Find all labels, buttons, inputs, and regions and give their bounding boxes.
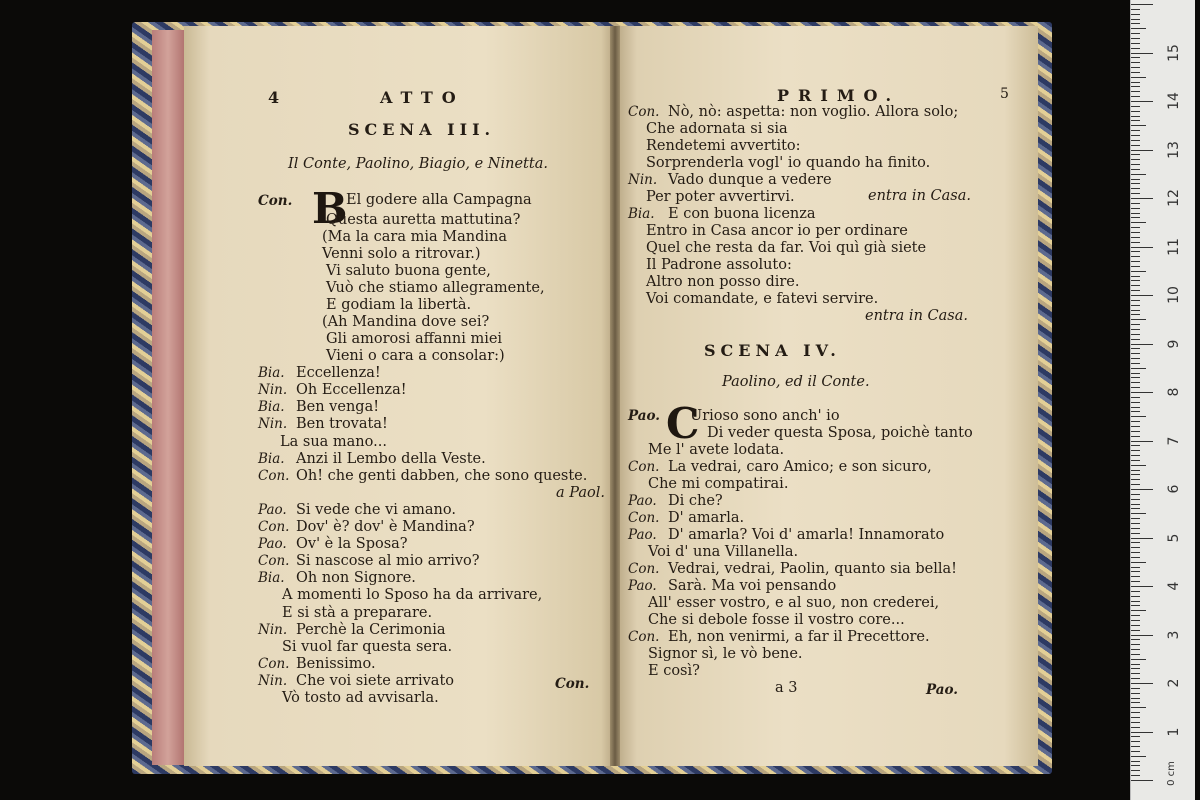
verse-line: Oh! che genti dabben, che sono queste. xyxy=(296,467,588,484)
verse-line: Si nascose al mio arrivo? xyxy=(296,553,480,570)
ruler-tick xyxy=(1131,625,1140,626)
ruler-tick xyxy=(1131,727,1140,728)
ruler-tick xyxy=(1131,373,1140,374)
ruler-tick xyxy=(1131,746,1140,747)
ruler-tick xyxy=(1131,377,1140,378)
verse-line: Venni solo a ritrovar.) xyxy=(322,246,481,262)
left-page-number: 4 xyxy=(268,88,280,107)
ruler-tick xyxy=(1131,639,1140,640)
speaker: Pao. xyxy=(628,527,657,543)
speaker: Con. xyxy=(628,629,660,645)
speaker: Pao. xyxy=(258,536,287,553)
ruler-tick xyxy=(1131,72,1140,73)
speaker: Con. xyxy=(258,519,290,535)
measurement-ruler xyxy=(1130,0,1195,800)
ruler-tick xyxy=(1131,53,1153,54)
ruler-tick xyxy=(1131,712,1140,713)
scene-3-characters: Il Conte, Paolino, Biagio, e Ninetta. xyxy=(288,156,548,172)
ruler-tick xyxy=(1131,77,1146,78)
ruler-tick xyxy=(1131,775,1140,776)
speaker: Pao. xyxy=(628,408,661,424)
ruler-tick xyxy=(1131,586,1153,587)
ruler-tick xyxy=(1131,542,1140,543)
verse-line: La vedrai, caro Amico; e son sicuro, xyxy=(668,459,932,475)
ruler-tick xyxy=(1131,368,1146,369)
ruler-tick xyxy=(1131,649,1140,650)
ruler-tick xyxy=(1131,305,1140,306)
ruler-number: 6 xyxy=(1166,484,1182,494)
ruler-tick xyxy=(1131,741,1140,742)
speaker: Con. xyxy=(258,553,290,570)
ruler-tick xyxy=(1131,310,1140,311)
ruler-tick xyxy=(1131,644,1140,645)
ruler-tick xyxy=(1131,183,1140,184)
verse-line: Vò tosto ad avvisarla. xyxy=(282,690,439,706)
ruler-tick xyxy=(1131,678,1140,679)
scene-title-4: SCENA IV. xyxy=(704,341,841,360)
ruler-tick xyxy=(1131,702,1140,703)
ruler-tick xyxy=(1131,300,1140,301)
ruler-tick xyxy=(1131,290,1140,291)
book-gutter xyxy=(610,26,620,766)
ruler-tick xyxy=(1131,397,1140,398)
ruler-tick xyxy=(1131,276,1140,277)
ruler-tick xyxy=(1131,101,1153,102)
ruler-number: 5 xyxy=(1166,533,1182,542)
ruler-tick xyxy=(1131,557,1140,558)
ruler-tick xyxy=(1131,358,1140,359)
ruler-tick xyxy=(1131,130,1140,131)
drop-cap-c: C xyxy=(666,399,700,448)
ruler-tick xyxy=(1131,698,1140,699)
ruler-tick xyxy=(1131,654,1140,655)
ruler-tick xyxy=(1131,57,1140,58)
ruler-tick xyxy=(1131,203,1140,204)
ruler-number: 9 xyxy=(1166,339,1182,348)
speaker: Nin. xyxy=(258,672,288,689)
verse-line: D' amarla. xyxy=(668,510,745,526)
ruler-tick xyxy=(1131,552,1140,553)
speaker: Bia. xyxy=(258,365,285,382)
verse-line: D' amarla? Voi d' amarla! Innamorato xyxy=(668,527,945,543)
verse-line: La sua mano... xyxy=(280,433,387,450)
ruler-tick xyxy=(1131,150,1153,151)
ruler-tick xyxy=(1131,620,1140,621)
ruler-number: 12 xyxy=(1166,189,1182,207)
ruler-tick xyxy=(1131,426,1140,427)
ruler-tick xyxy=(1131,9,1140,10)
ruler-tick xyxy=(1131,770,1140,771)
verse-line: Eh, non venirmi, a far il Precettore. xyxy=(668,629,930,645)
ruler-tick xyxy=(1131,295,1153,296)
ruler-tick xyxy=(1131,722,1140,723)
ruler-number: 15 xyxy=(1166,43,1182,62)
ruler-unit: 0 cm xyxy=(1165,761,1177,786)
ruler-tick xyxy=(1131,217,1140,218)
ruler-tick xyxy=(1131,605,1140,606)
verse-line: Signor sì, le vò bene. xyxy=(648,646,803,662)
ruler-tick xyxy=(1131,664,1140,665)
speaker: Pao. xyxy=(258,501,287,518)
ruler-tick xyxy=(1131,28,1146,29)
verse-line: (Ma la cara mia Mandina xyxy=(322,229,507,245)
ruler-tick xyxy=(1131,707,1146,708)
ruler-tick xyxy=(1131,23,1140,24)
verse-line: Anzi il Lembo della Veste. xyxy=(296,450,486,467)
ruler-tick xyxy=(1131,436,1140,437)
ruler-tick xyxy=(1131,106,1140,107)
verse-line: Quel che resta da far. Voi quì già siete xyxy=(646,240,927,256)
ruler-tick xyxy=(1131,736,1140,737)
page-block-edge xyxy=(152,30,184,765)
ruler-tick xyxy=(1131,271,1146,272)
ruler-tick xyxy=(1131,111,1140,112)
ruler-tick xyxy=(1131,445,1140,446)
verse-line: Entro in Casa ancor io per ordinare xyxy=(646,223,908,239)
ruler-number: 13 xyxy=(1166,140,1182,159)
ruler-tick xyxy=(1131,242,1140,243)
ruler-tick xyxy=(1131,615,1140,616)
ruler-tick xyxy=(1131,421,1140,422)
ruler-tick xyxy=(1131,48,1140,49)
ruler-tick xyxy=(1131,523,1140,524)
verse-line: Oh non Signore. xyxy=(296,570,416,587)
speaker: Bia. xyxy=(258,399,285,416)
ruler-tick xyxy=(1131,717,1140,718)
ruler-tick xyxy=(1131,174,1146,175)
ruler-tick xyxy=(1131,635,1153,636)
speaker: Nin. xyxy=(258,382,288,399)
speaker: Con. xyxy=(628,561,660,577)
ruler-tick xyxy=(1131,247,1153,248)
verse-line: (Ah Mandina dove sei? xyxy=(322,314,490,330)
verse-line: Rendetemi avvertito: xyxy=(646,138,801,154)
scene-title-3: SCENA III. xyxy=(348,120,496,139)
ruler-tick xyxy=(1131,193,1140,194)
ruler-tick xyxy=(1131,339,1140,340)
ruler-tick xyxy=(1131,188,1140,189)
verse-line: Questa auretta mattutina? xyxy=(326,212,521,228)
ruler-tick xyxy=(1131,213,1140,214)
verse-line: Vuò che stiamo allegramente, xyxy=(326,280,545,296)
ruler-tick xyxy=(1131,159,1140,160)
verse-line: Si vuol far questa sera. xyxy=(282,638,453,655)
ruler-tick xyxy=(1131,450,1140,451)
ruler-tick xyxy=(1131,460,1140,461)
ruler-tick xyxy=(1131,14,1140,15)
verse-line: Vado dunque a vedere xyxy=(668,172,832,188)
ruler-tick xyxy=(1131,38,1140,39)
ruler-tick xyxy=(1131,668,1140,669)
ruler-tick xyxy=(1131,761,1140,762)
ruler-tick xyxy=(1131,581,1140,582)
verse-line: Nò, nò: aspetta: non voglio. Allora solo; xyxy=(668,104,959,120)
speaker: Nin. xyxy=(628,172,658,188)
speaker: Pao. xyxy=(628,578,657,594)
ruler-tick xyxy=(1131,392,1153,393)
ruler-tick xyxy=(1131,455,1140,456)
ruler-tick xyxy=(1131,528,1140,529)
scene-4-characters: Paolino, ed il Conte. xyxy=(722,374,870,390)
right-page-number: 5 xyxy=(1000,86,1009,102)
ruler-tick xyxy=(1131,363,1140,364)
ruler-tick xyxy=(1131,251,1140,252)
verse-line: Che voi siete arrivato xyxy=(296,672,455,689)
ruler-tick xyxy=(1131,154,1140,155)
ruler-tick xyxy=(1131,659,1146,660)
ruler-tick xyxy=(1131,479,1140,480)
ruler-number: 2 xyxy=(1166,678,1182,688)
ruler-tick xyxy=(1131,334,1140,335)
verse-line: Ben venga! xyxy=(296,399,380,416)
ruler-tick xyxy=(1131,198,1153,199)
ruler-tick xyxy=(1131,256,1140,257)
ruler-tick xyxy=(1131,67,1140,68)
ruler-tick xyxy=(1131,610,1146,611)
ruler-tick xyxy=(1131,348,1140,349)
ruler-tick xyxy=(1131,96,1140,97)
ruler-tick xyxy=(1131,484,1140,485)
ruler-tick xyxy=(1131,513,1146,514)
ruler-tick xyxy=(1131,756,1146,757)
ruler-tick xyxy=(1131,765,1140,766)
ruler-tick xyxy=(1131,145,1140,146)
ruler-number: 1 xyxy=(1166,727,1182,736)
ruler-tick xyxy=(1131,504,1140,505)
verse-line: Che adornata si sia xyxy=(646,121,788,137)
verse-line: Ben trovata! xyxy=(296,416,388,433)
ruler-tick xyxy=(1131,140,1140,141)
verse-line: Oh Eccellenza! xyxy=(296,382,407,399)
ruler-number: 14 xyxy=(1166,92,1182,110)
stage-direction-1: entra in Casa. xyxy=(868,188,971,204)
signature-mark: a 3 xyxy=(775,680,798,696)
speaker: Con. xyxy=(258,193,293,209)
ruler-tick xyxy=(1131,116,1140,117)
ruler-number: 8 xyxy=(1166,387,1182,397)
ruler-tick xyxy=(1131,125,1146,126)
verse-line: Voi d' una Villanella. xyxy=(648,544,799,560)
ruler-tick xyxy=(1131,688,1140,689)
verse-line: Altro non posso dire. xyxy=(646,274,800,290)
verse-line: Vieni o cara a consolar:) xyxy=(326,348,505,364)
speaker: Bia. xyxy=(258,570,285,587)
ruler-tick xyxy=(1131,533,1140,534)
ruler-tick xyxy=(1131,518,1140,519)
speaker: Nin. xyxy=(258,416,288,433)
verse-line: Vi saluto buona gente, xyxy=(326,263,491,279)
ruler-tick xyxy=(1131,780,1153,781)
ruler-tick xyxy=(1131,431,1140,432)
verse-line: E così? xyxy=(648,663,700,679)
verse-line: Vedrai, vedrai, Paolin, quanto sia bella! xyxy=(668,561,957,577)
ruler-tick xyxy=(1131,261,1140,262)
ruler-tick xyxy=(1131,571,1140,572)
verse-line: Di veder questa Sposa, poichè tanto xyxy=(707,425,973,441)
speaker: Con. xyxy=(628,459,660,475)
ruler-tick xyxy=(1131,596,1140,597)
ruler-tick xyxy=(1131,630,1140,631)
ruler-tick xyxy=(1131,465,1146,466)
left-running-head: ATTO xyxy=(380,88,465,107)
ruler-tick xyxy=(1131,499,1140,500)
ruler-tick xyxy=(1131,693,1140,694)
verse-line: Sorprenderla vogl' io quando ha finito. xyxy=(646,155,931,171)
ruler-tick xyxy=(1131,591,1140,592)
speaker: Con. xyxy=(628,104,660,120)
left-catchword: Con. xyxy=(555,676,590,692)
ruler-tick xyxy=(1131,407,1140,408)
ruler-tick xyxy=(1131,474,1140,475)
ruler-tick xyxy=(1131,62,1140,63)
ruler-number: 3 xyxy=(1166,630,1182,639)
speaker: Bia. xyxy=(258,450,285,467)
verse-line: Il Padrone assoluto: xyxy=(646,257,792,273)
verse-line: A momenti lo Sposo ha da arrivare, xyxy=(282,587,543,604)
verse-line: a Paol. xyxy=(556,484,605,501)
verse-line: E si stà a preparare. xyxy=(282,604,433,621)
ruler-tick xyxy=(1131,222,1146,223)
verse-line: Dov' è? dov' è Mandina? xyxy=(296,519,475,535)
ruler-number: 11 xyxy=(1166,237,1182,256)
verse-line: E godiam la libertà. xyxy=(326,297,472,313)
ruler-tick xyxy=(1131,43,1140,44)
ruler-tick xyxy=(1131,179,1140,180)
ruler-tick xyxy=(1131,402,1140,403)
ruler-tick xyxy=(1131,91,1140,92)
speaker: Con. xyxy=(258,467,290,484)
ruler-tick xyxy=(1131,494,1140,495)
ruler-tick xyxy=(1131,441,1153,442)
speaker: Con. xyxy=(628,510,660,526)
ruler-tick xyxy=(1131,601,1140,602)
ruler-tick xyxy=(1131,324,1140,325)
ruler-tick xyxy=(1131,319,1146,320)
ruler-tick xyxy=(1131,344,1153,345)
ruler-tick xyxy=(1131,314,1140,315)
ruler-tick xyxy=(1131,673,1140,674)
speaker: Con. xyxy=(258,655,290,672)
ruler-tick xyxy=(1131,208,1140,209)
ruler-tick xyxy=(1131,232,1140,233)
ruler-tick xyxy=(1131,538,1153,539)
ruler-tick xyxy=(1131,280,1140,281)
verse-line: All' esser vostro, e al suo, non crederei, xyxy=(648,595,940,611)
verse-line: El godere alla Campagna xyxy=(346,192,532,208)
speaker: Nin. xyxy=(258,621,288,638)
ruler-tick xyxy=(1131,508,1140,509)
ruler-tick xyxy=(1131,683,1153,684)
ruler-tick xyxy=(1131,169,1140,170)
ruler-tick xyxy=(1131,387,1140,388)
verse-line: Me l' avete lodata. xyxy=(648,442,785,458)
ruler-tick xyxy=(1131,751,1140,752)
ruler-tick xyxy=(1131,470,1140,471)
ruler-tick xyxy=(1131,266,1140,267)
verse-line: Urioso sono anch' io xyxy=(690,408,840,424)
ruler-tick xyxy=(1131,411,1140,412)
ruler-number: 7 xyxy=(1166,436,1182,445)
verse-line: Benissimo. xyxy=(296,655,376,672)
speaker: Bia. xyxy=(628,206,655,222)
ruler-tick xyxy=(1131,567,1140,568)
verse-line: Sarà. Ma voi pensando xyxy=(668,578,837,594)
verse-line: Gli amorosi affanni miei xyxy=(326,331,503,347)
verse-line: Di che? xyxy=(668,493,723,509)
ruler-tick xyxy=(1131,416,1146,417)
drop-cap-b: B xyxy=(312,184,348,233)
ruler-tick xyxy=(1131,33,1140,34)
verse-line: Che mi compatirai. xyxy=(648,476,789,492)
verse-line: Ov' è la Sposa? xyxy=(296,536,408,553)
verse-line: Si vede che vi amano. xyxy=(296,501,456,518)
ruler-number: 4 xyxy=(1166,581,1182,591)
right-catchword: Pao. xyxy=(926,682,959,698)
ruler-tick xyxy=(1131,732,1153,733)
ruler-tick xyxy=(1131,382,1140,383)
ruler-tick xyxy=(1131,135,1140,136)
ruler-tick xyxy=(1131,4,1153,5)
ruler-tick xyxy=(1131,82,1140,83)
ruler-tick xyxy=(1131,237,1140,238)
ruler-tick xyxy=(1131,19,1140,20)
verse-line: Per poter avvertirvi. xyxy=(646,189,795,205)
ruler-tick xyxy=(1131,164,1140,165)
verse-line: Perchè la Cerimonia xyxy=(296,621,446,638)
verse-line: Che si debole fosse il vostro core... xyxy=(648,612,905,628)
ruler-tick xyxy=(1131,120,1140,121)
ruler-tick xyxy=(1131,576,1140,577)
verse-line: Eccellenza! xyxy=(296,365,381,382)
verse-line: E con buona licenza xyxy=(668,206,816,222)
right-running-head: PRIMO. xyxy=(777,86,901,105)
ruler-tick xyxy=(1131,285,1140,286)
ruler-number: 10 xyxy=(1166,286,1182,304)
verse-line: Voi comandate, e fatevi servire. xyxy=(646,291,879,307)
ruler-tick xyxy=(1131,353,1140,354)
ruler-tick xyxy=(1131,227,1140,228)
stage-direction-2: entra in Casa. xyxy=(865,308,968,324)
ruler-tick xyxy=(1131,329,1140,330)
ruler-tick xyxy=(1131,547,1140,548)
ruler-tick xyxy=(1131,86,1140,87)
speaker: Pao. xyxy=(628,493,657,509)
ruler-tick xyxy=(1131,489,1153,490)
ruler-tick xyxy=(1131,562,1146,563)
